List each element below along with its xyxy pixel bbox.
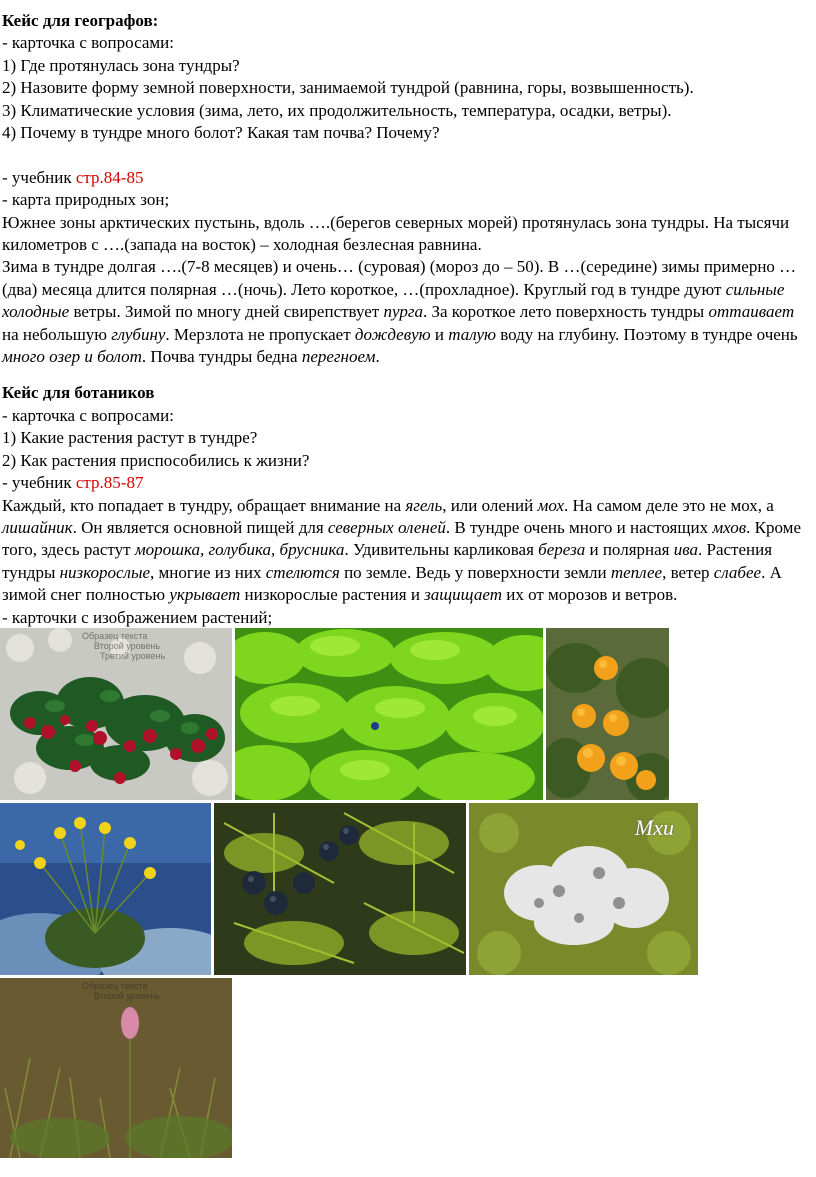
blueberry-photo (214, 803, 466, 975)
geo-question-3: 3) Климатические условия (зима, лето, их продолжительность, температура, осадки, ветры). (2, 100, 672, 120)
cloudberry-photo (546, 628, 669, 800)
bot-paragraph: Каждый, кто попадает в тундру, обращает внимание на ягель, или олений мох. На самом деле это не мох, а лишайник. Он является основной пищей для северных оленей. В тундре очень много и настоящих мхов. Кроме того, здесь растут морошка, голубика, брусника. Удивительны карликовая береза и полярная ива. Растения тундры низкорослые, многие из них стелются по земле. Ведь у поверхности земли теплее, ветер слабее. А зимой снег полностью укрывает низкорослые растения и защищает их от морозов и ветров. (2, 495, 801, 605)
lichen-photo (469, 803, 698, 975)
geo-card-label: - карточка с вопросами: (2, 33, 174, 53)
bot-textbook-ref: - учебник стр.85-87 (2, 473, 144, 493)
lichen-label: Мхи (634, 815, 674, 840)
lingonberry-watermark-2: Второй уровень (94, 641, 161, 651)
geo-question-2: 2) Назовите форму земной поверхности, занимаемой тундрой (равнина, горы, возвышенность). (2, 78, 694, 98)
bistort-watermark-1: Образец текста (82, 981, 148, 991)
bot-cards-label: - карточки с изображением растений; (2, 607, 273, 627)
geo-paragraph-2: Зима в тундре долгая ….(7-8 месяцев) и очень… (суровая) (мороз до – 50). В …(середине) зимы примерно …(два) месяца длится полярная …(ночь). Лето короткое, …(прохладное). Круглый год в тундре дуют сильные холодные ветры. Зимой по многу дней свирепствует пурга. За короткое лето поверхность тундры оттаивает на небольшую глубину. Мерзлота не пропускает дождевую и талую воду на глубину. Поэтому в тундре очень много озер и болот. Почва тундры бедна перегноем. (2, 257, 798, 367)
bot-question-1: 1) Какие растения растут в тундре? (2, 428, 258, 448)
geo-textbook-pages: стр.84-85 (75, 167, 144, 187)
geo-map-label: - карта природных зон; (2, 190, 170, 210)
bistort-photo (0, 978, 232, 1158)
moss-photo (235, 628, 543, 800)
lingonberry-photo (0, 628, 232, 800)
geo-textbook-ref: - учебник стр.84-85 (2, 167, 144, 187)
geo-paragraph-1: Южнее зоны арктических пустынь, вдоль ….(берегов северных морей) протянулась зона тундры. На тысячи километров с ….(запада на восток) – холодная безлесная равнина. (2, 212, 790, 255)
geo-question-4: 4) Почему в тундре много болот? Какая там почва? Почему? (2, 123, 440, 143)
bot-textbook-pages: стр.85-87 (75, 473, 144, 493)
document-body (2, 10, 807, 629)
bot-question-2: 2) Как растения приспособились к жизни? (2, 450, 310, 470)
lingonberry-watermark-1: Образец текста (82, 631, 148, 641)
lingonberry-watermark-3: Третий уровень (100, 651, 166, 661)
geo-question-1: 1) Где протянулась зона тундры? (2, 55, 240, 75)
bot-title: Кейс для ботаников (2, 383, 155, 403)
bot-card-label: - карточка с вопросами: (2, 405, 174, 425)
geo-title: Кейс для географов: (2, 11, 159, 30)
arctic-poppy-photo (0, 803, 211, 975)
bistort-watermark-2: Второй уровень (94, 991, 161, 1001)
